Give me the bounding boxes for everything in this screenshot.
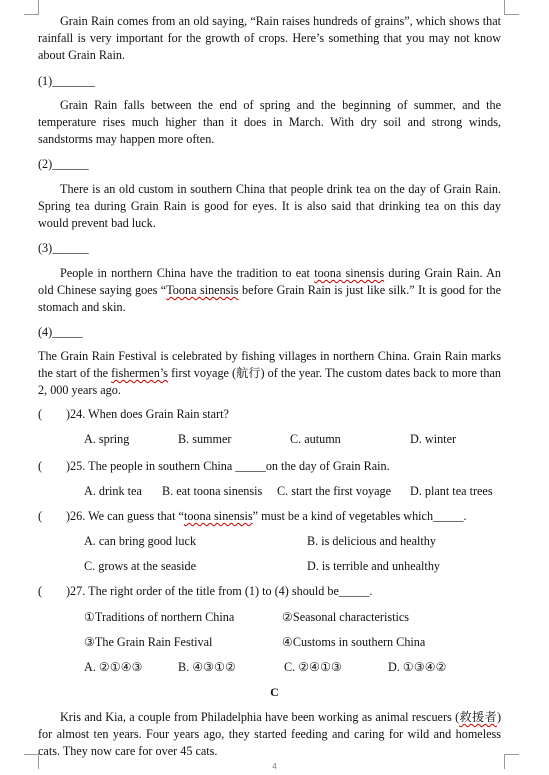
q24-option-b[interactable]: B. summer: [178, 432, 232, 446]
blank-3: (3)______: [38, 241, 89, 255]
passage-paragraph-2: There is an old custom in southern China that people drink tea on the day of Grain Rain. Spring tea during Grain Rain is good for eyes. It is also said that drinking tea on this day would prevent bad luck.: [38, 182, 501, 230]
section-c-paragraph: [38, 709, 501, 760]
q25-option-b[interactable]: B. eat toona sinensis: [162, 484, 263, 498]
q27-option-b[interactable]: B. ④③①②: [178, 660, 236, 674]
q26-answer-paren[interactable]: (: [38, 509, 43, 523]
corner-mark-top-right: [504, 0, 519, 15]
q25-option-c[interactable]: C. start the first voyage: [277, 484, 392, 498]
p3-text-e: before Grain Rain is just like silk.” It is good for the stomach and skin.: [38, 283, 501, 314]
q25-stem: )25. The people in southern China _____on the day of Grain Rain.: [66, 459, 390, 473]
q27-option-a[interactable]: A. ②①④③: [84, 660, 143, 674]
q26-term-toona: toona sinensis: [183, 509, 253, 523]
corner-mark-top-left: [24, 0, 39, 15]
blank-4: (4)_____: [38, 325, 83, 339]
q25-option-d[interactable]: D. plant tea trees: [410, 484, 493, 498]
q24-option-c[interactable]: C. autumn: [290, 432, 341, 446]
q27-title-3: ③The Grain Rain Festival: [84, 635, 213, 649]
p4-text-c: first voyage (航行) of the year. The custom dates back to more than 2, 000 years ago.: [38, 366, 501, 397]
p3-term-toona-1: toona sinensis: [314, 266, 385, 280]
blank-2: (2)______: [38, 157, 89, 171]
q24-answer-paren[interactable]: (: [38, 407, 43, 421]
p3-term-toona-2: Toona sinensis: [166, 283, 239, 297]
p3-text-a: People in northern China have the tradition to eat: [60, 266, 315, 280]
q27-option-c[interactable]: C. ②④①③: [284, 660, 342, 674]
p4-text-a: The Grain Rain Festival is celebrated by fishing villages in northern China. Grain Rain marks the start of the: [38, 349, 501, 380]
q26-option-a[interactable]: A. can bring good luck: [84, 534, 197, 548]
section-c-text-c: ) for almost ten years. Four years ago, they started feeding and caring for wild and homeless cats. They now care for over 45 cats.: [38, 710, 501, 758]
passage-paragraph-1: Grain Rain falls between the end of spring and the beginning of summer, and the temperature rises much higher than it does in March. With dry soil and strong winds, sandstorms may happen more often.: [38, 98, 501, 146]
blank-1: (1)_______: [38, 74, 95, 88]
q24-option-d[interactable]: D. winter: [410, 432, 457, 446]
q25-option-a[interactable]: A. drink tea: [84, 484, 142, 498]
q27-option-d[interactable]: D. ①③④②: [388, 660, 447, 674]
page-number: 4: [272, 762, 277, 771]
q26-option-b[interactable]: B. is delicious and healthy: [307, 534, 436, 548]
passage-intro: Grain Rain comes from an old saying, “Rain raises hundreds of grains”, which shows that rainfall is very important for the growth of crops. Here’s something that you may not know about Grain Rain.: [38, 14, 501, 62]
p4-term-fishermen: fishermen’s: [111, 366, 169, 380]
q25-answer-paren[interactable]: (: [38, 459, 43, 473]
p3-text-c: during Grain Rain. An old Chinese saying goes “: [38, 266, 501, 297]
q26-stem-a: )26. We can guess that “: [66, 509, 184, 523]
q24-option-a[interactable]: A. spring: [84, 432, 130, 446]
section-c-term-rescuers: 救援者: [459, 710, 497, 724]
q27-answer-paren[interactable]: (: [38, 584, 43, 598]
section-c-heading: C: [270, 685, 279, 699]
q27-title-2: ②Seasonal characteristics: [282, 610, 409, 624]
q24-stem: )24. When does Grain Rain start?: [66, 407, 229, 421]
q27-title-4: ④Customs in southern China: [282, 635, 426, 649]
section-c-text-a: Kris and Kia, a couple from Philadelphia have been working as animal rescuers (: [60, 710, 460, 724]
passage-paragraph-4: [38, 348, 501, 399]
q27-stem: )27. The right order of the title from (1) to (4) should be_____.: [66, 584, 373, 598]
q26-option-c[interactable]: C. grows at the seaside: [84, 559, 197, 573]
q26-stem: [66, 508, 467, 525]
q27-title-1: ①Traditions of northern China: [84, 610, 235, 624]
q26-stem-c: ” must be a kind of vegetables which_____.: [252, 509, 467, 523]
passage-paragraph-3: [38, 265, 501, 316]
q26-option-d[interactable]: D. is terrible and unhealthy: [307, 559, 441, 573]
